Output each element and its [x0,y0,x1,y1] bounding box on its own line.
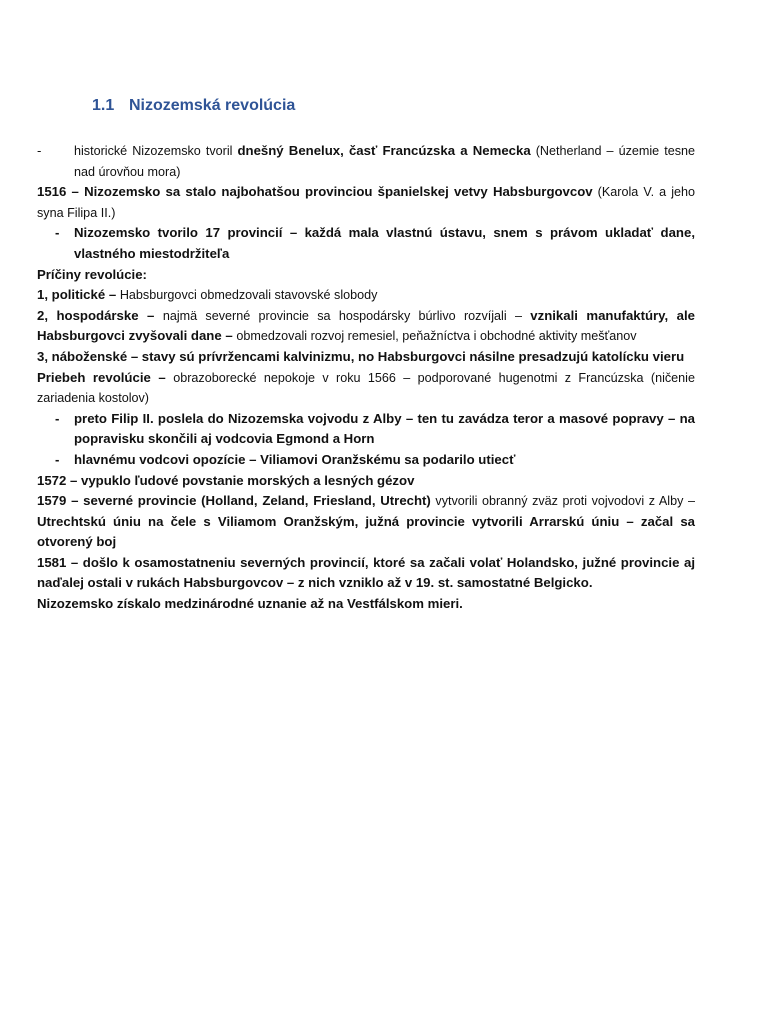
bold-text-run: Príčiny revolúcie: [37,266,147,282]
text-run: (Netherland – územie tesne nad úrovňou mora) [74,144,696,179]
bold-text-run: 3, náboženské – stavy sú prívržencami kalvinizmu, no Habsburgovci násilne presadzujú katolícku vieru [37,348,685,364]
paragraph [37,182,695,223]
list-item [37,409,695,450]
bold-text-run: 2, hospodárske – [37,307,163,323]
bold-text-run: Nizozemsko získalo medzinárodné uznanie až na Vestfálskom mieri. [37,596,463,612]
section-title: Nizozemská revolúcia [129,97,296,114]
paragraph [37,594,695,615]
paragraph [37,368,695,409]
text-run: (Karola V. a jeho syna Filipa II.) [37,185,696,220]
list-marker: - [55,451,60,467]
text-run: Habsburgovci obmedzovali stavovské slobody [119,288,378,303]
list-marker: - [37,143,42,158]
section-heading [92,97,295,115]
text-run: vytvorili obranný zväz proti vojvodovi z Alby – [430,494,695,509]
bold-text-run: preto Filip II. poslela do Nizozemska vojvodu z Alby – ten tu zavádza teror a masové popravy – na popravisku skončili aj vodcovia Egmond a Horn [74,410,695,447]
paragraph [37,265,695,286]
bold-text-run: 1, politické – [37,287,120,303]
list-item [37,223,695,264]
paragraph [37,285,695,306]
paragraph [37,491,695,553]
paragraph [37,347,695,368]
document-body [37,141,695,615]
section-number: 1.1 [92,97,115,114]
bold-text-run: Nizozemsko tvorilo 17 provincií – každá mala vlastnú ústavu, snem s právom ukladať dane, vlastného miestodržiteľa [74,225,695,261]
text-run: najmä severné provincie sa hospodársky búrlivo rozvíjali – [162,308,531,323]
text-run: obrazoborecké nepokoje v roku 1566 – podporované hugenotmi z Francúzska (ničenie zariadenia kostolov) [37,370,695,406]
bold-text-run: Priebeh revolúcie – [37,369,174,385]
bold-text-run: hlavnému vodcovi opozície – Viliamovi Oranžskému sa podarilo utiecť [74,451,516,467]
bold-text-run: 1516 – Nizozemsko sa stalo najbohatšou provinciou španielskej vetvy Habsburgovcov [37,184,593,200]
paragraph [37,553,695,594]
bold-text-run: 1572 – vypuklo ľudové povstanie morských a lesných gézov [37,472,415,488]
list-item [37,141,695,182]
paragraph [37,471,695,492]
paragraph [37,306,695,347]
bold-text-run: vznikali manufaktúry, ale Habsburgovci zvyšovali dane – [37,307,696,344]
text-run: historické Nizozemsko tvoril [74,144,238,158]
bold-text-run: Utrechtskú úniu na čele s Viliamom Oranžským, južná provincie vytvorili Arrarskú úniu – začal sa otvorený boj [37,513,695,550]
bold-text-run: dnešný Benelux, časť Francúzska a Nemecka [237,143,531,158]
bold-text-run: 1579 – severné provincie (Holland, Zeland, Friesland, Utrecht) [37,493,431,509]
bold-text-run: 1581 – došlo k osamostatneniu severných provincií, ktoré sa začali volať Holandsko, južné provincie aj naďalej ostali v rukách Habsburgovcov – z nich vzniklo až v 19. st. samostatné Belgicko. [37,554,695,591]
list-marker: - [55,225,60,241]
list-marker: - [55,410,60,426]
text-run: obmedzovali rozvoj remesiel, peňažníctva i obchodné aktivity mešťanov [236,329,637,344]
list-item [37,450,695,471]
